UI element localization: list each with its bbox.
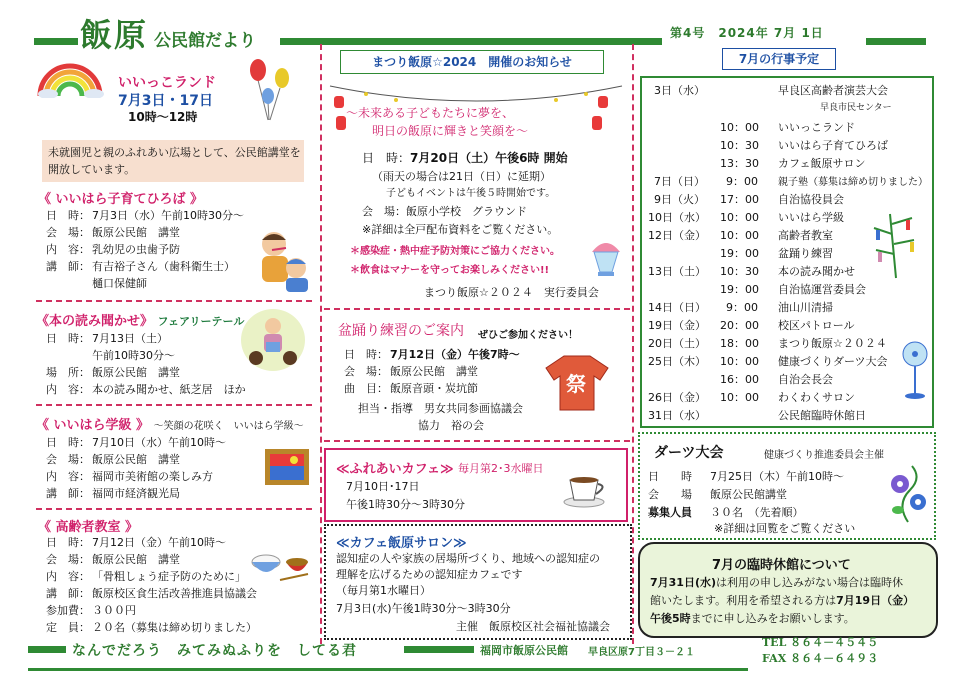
darts-box bbox=[638, 432, 936, 540]
iikko-dates: 7月3日・17日 bbox=[118, 93, 213, 109]
salon-line4: 7月3日(水)午後1時30分～3時30分 bbox=[336, 602, 511, 615]
footer-bar-bottom bbox=[28, 668, 748, 671]
schedule-row: わくわくサロン bbox=[778, 391, 855, 404]
header-bar-left bbox=[34, 38, 78, 45]
schedule-row: いいはら学級 bbox=[778, 211, 844, 224]
title-big: 飯原 bbox=[80, 16, 149, 54]
kosodate-details bbox=[46, 207, 256, 292]
koreisha-row: 講 師： 飯原校区食生活改善推進員協議会 bbox=[46, 587, 257, 600]
matsuri-note1: ＊感染症・熱中症予防対策にご協力ください。 bbox=[350, 246, 560, 257]
header-bar-far-right bbox=[866, 38, 926, 45]
footer-fax: FAX ８６４－６４９３ bbox=[762, 652, 879, 665]
shaved-ice-icon bbox=[588, 232, 624, 278]
koreisha-details bbox=[46, 534, 276, 636]
bon-teacher-line1: 担当・指導 男女共同参画協議会 bbox=[358, 402, 523, 415]
iikko-desc-line2: 開放しています。 bbox=[48, 163, 136, 176]
schedule-row: 3日（水） bbox=[654, 84, 705, 97]
schedule-row: 16：00 bbox=[720, 373, 759, 386]
bon-details bbox=[344, 346, 544, 397]
darts-host: 健康づくり推進委員会主催 bbox=[764, 450, 884, 461]
schedule-title-box bbox=[722, 48, 836, 70]
matsuri-slogan-line1: ～未来ある子どもたちに夢を、 bbox=[346, 106, 515, 120]
matsuri-org: まつり飯原☆２０２４ 実行委員会 bbox=[424, 286, 599, 299]
happi-shirt-icon bbox=[542, 352, 612, 412]
morning-glory-icon bbox=[886, 464, 930, 524]
matsuri-note2: ＊飲食はマナーを守ってお楽しみください!! bbox=[350, 265, 550, 276]
salon-line3: （毎月第1水曜日） bbox=[336, 584, 431, 597]
darts-row: 募集人員 ３０名 （先着順） bbox=[648, 506, 804, 519]
schedule-row: 油山川清掃 bbox=[778, 301, 833, 314]
schedule-row: 17：00 bbox=[720, 193, 759, 206]
bon-row: 曲 目： 飯原音頭・炭坑節 bbox=[344, 382, 478, 395]
column-divider bbox=[632, 44, 634, 644]
salon-line2: 理解を広げるための認知症カフェです bbox=[336, 568, 523, 581]
schedule-row: 9：00 bbox=[726, 301, 758, 314]
gakkyu-details bbox=[46, 434, 256, 502]
darts-row: 日 時 7月25日（木）午前10時～ bbox=[648, 470, 844, 483]
matsuri-venue: 会 場：飯原小学校 グラウンド bbox=[362, 205, 527, 218]
yomikikase-details bbox=[46, 330, 256, 398]
header-bar-right bbox=[280, 38, 662, 45]
footer-bar-mid bbox=[404, 646, 474, 653]
yomikikase-row: 日 時： 7月13日（土） bbox=[46, 332, 168, 345]
footer-tel: TEL ８６４－４５４５ bbox=[762, 636, 879, 649]
schedule-row: 校区パトロール bbox=[778, 319, 855, 332]
schedule-row: 10：30 bbox=[720, 139, 759, 152]
schedule-row: 18：00 bbox=[720, 337, 759, 350]
cafe-sub: 毎月第2･3水曜日 bbox=[458, 462, 544, 475]
darts-title: ダーツ大会 bbox=[654, 445, 724, 461]
divider bbox=[36, 508, 312, 510]
bon-title: 盆踊り練習のご案内 bbox=[338, 323, 464, 339]
divider bbox=[324, 440, 630, 442]
gakkyu-heading: 《 いいはら学級 》 ～笑顔の花咲く いいはら学級～ bbox=[36, 418, 304, 433]
schedule-row: 10：00 bbox=[720, 229, 759, 242]
schedule-row: 13日（土） bbox=[648, 265, 706, 278]
schedule-row: 早良区高齢者演芸大会 bbox=[778, 84, 888, 97]
schedule-row: 25日（木） bbox=[648, 355, 706, 368]
footer-slogan: なんでだろう みてみぬふりを してる君 bbox=[72, 643, 357, 659]
schedule-row: 20：00 bbox=[720, 319, 759, 332]
footer-org: 福岡市飯原公民館 bbox=[480, 644, 568, 657]
schedule-row: 公民館臨時休館日 bbox=[778, 409, 866, 422]
cafe-dates: 7月10日･17日 bbox=[346, 480, 420, 493]
schedule-row: いいっこランド bbox=[778, 121, 855, 134]
matsuri-rain: （雨天の場合は21日（日）に延期） bbox=[372, 170, 551, 183]
matsuri-slogan-line2: 明日の飯原に輝きと笑顔を～ bbox=[372, 124, 529, 138]
koreisha-row: 定 員： ２０名（募集は締め切りました） bbox=[46, 621, 257, 634]
schedule-row: 高齢者教室 bbox=[778, 229, 833, 242]
schedule-row: 親子塾（募集は締め切りました） bbox=[778, 177, 928, 188]
divider bbox=[36, 404, 312, 406]
koreisha-row: 参加費： ３００円 bbox=[46, 604, 136, 617]
kosodate-row: 日 時： 7月3日（水）午前10時30分～ bbox=[46, 209, 244, 222]
schedule-row: 10：00 bbox=[720, 391, 759, 404]
tanabata-bamboo-icon bbox=[870, 210, 920, 280]
electric-fan-icon bbox=[900, 340, 930, 400]
painting-icon bbox=[264, 448, 310, 486]
darts-row: 会 場 飯原公民館講堂 bbox=[648, 488, 787, 501]
gakkyu-row: 日 時： 7月10日（水）午前10時～ bbox=[46, 436, 226, 449]
footer-address: 早良区原7丁目３－２１ bbox=[588, 647, 695, 658]
balloons-icon bbox=[246, 58, 296, 122]
iikko-title: いいっこランド bbox=[118, 75, 216, 91]
bon-row: 会 場： 飯原公民館 講堂 bbox=[344, 365, 478, 378]
footer-bar-left bbox=[28, 646, 66, 653]
salon-box bbox=[324, 524, 632, 640]
yomikikase-row: 内 容： 本の読み聞かせ、紙芝居 ほか bbox=[46, 383, 246, 396]
cafe-title: ≪ふれあいカフェ≫ bbox=[336, 462, 454, 477]
divider bbox=[324, 308, 630, 310]
schedule-row: 20日（土） bbox=[648, 337, 706, 350]
salon-org: 主催 飯原校区社会福祉協議会 bbox=[456, 620, 610, 633]
schedule-row: 10：00 bbox=[720, 355, 759, 368]
iikko-desc-box bbox=[42, 140, 304, 182]
kosodate-row: 樋口保健師 bbox=[92, 277, 147, 290]
bon-tag: ぜひご参加ください！ bbox=[478, 330, 578, 341]
rainbow-icon bbox=[36, 60, 104, 98]
darts-note: ※詳細は回覧をご覧ください bbox=[714, 522, 856, 535]
koreisha-heading: 《 高齢者教室 》 bbox=[38, 520, 139, 535]
matsuri-detail: ※詳細は全戸配布資料をご覧ください。 bbox=[362, 223, 559, 236]
cafe-time: 午後1時30分～3時30分 bbox=[346, 498, 465, 511]
coffee-cup-icon bbox=[562, 468, 612, 508]
schedule-row: 10：30 bbox=[720, 265, 759, 278]
kosodate-row: 講 師： 有吉裕子さん（歯科衛生士） bbox=[46, 260, 235, 273]
column-divider bbox=[320, 44, 322, 644]
iikko-time: 10時～12時 bbox=[128, 110, 198, 124]
schedule-row: 本の読み聞かせ bbox=[778, 265, 855, 278]
koreisha-row: 日 時： 7月12日（金）午前10時～ bbox=[46, 536, 226, 549]
schedule-row: カフェ飯原サロン bbox=[778, 157, 866, 170]
kosodate-row: 会 場： 飯原公民館 講堂 bbox=[46, 226, 180, 239]
koreisha-row: 内 容： 「骨粗しょう症予防のために」 bbox=[46, 570, 246, 583]
salon-title: ≪カフェ飯原サロン≫ bbox=[336, 536, 467, 551]
schedule-row: 19：00 bbox=[720, 283, 759, 296]
schedule-row: 自治協運営委員会 bbox=[778, 283, 866, 296]
closed-line2: 館いたします。利用を希望される方は7月19日（金） bbox=[650, 594, 915, 607]
meal-icon bbox=[250, 540, 310, 586]
schedule-row: 14日（日） bbox=[648, 301, 706, 314]
shirt-char: 祭 bbox=[566, 372, 586, 396]
schedule-row: 10日（水） bbox=[648, 211, 706, 224]
gakkyu-row: 内 容： 福岡市美術館の楽しみ方 bbox=[46, 470, 213, 483]
schedule-row: いいはら子育てひろば bbox=[778, 139, 888, 152]
matsuri-date: 日 時：7月20日（土）午後6時 開始 bbox=[362, 151, 568, 165]
cafe-box bbox=[324, 448, 628, 522]
schedule-row: 12日（金） bbox=[648, 229, 706, 242]
issue-date: 第4号 2024年 7月 1日 bbox=[670, 26, 824, 40]
salon-line1: 認知症の人や家族の居場所づくり、地域への認知症の bbox=[336, 552, 600, 565]
closed-title: 7月の臨時休館について bbox=[712, 558, 851, 573]
gakkyu-sub: ～笑顔の花咲く いいはら学級～ bbox=[153, 421, 304, 432]
iikko-desc-line1: 未就園児と親のふれあい広場として、公民館講堂を bbox=[48, 146, 301, 159]
schedule-row: まつり飯原☆２０２４ bbox=[778, 337, 887, 350]
bon-teacher-line2: 協力 裕の会 bbox=[418, 419, 484, 432]
gakkyu-row: 会 場： 飯原公民館 講堂 bbox=[46, 453, 180, 466]
header bbox=[0, 0, 970, 54]
matsuri-title-box bbox=[340, 50, 604, 74]
schedule-row: 9：00 bbox=[726, 175, 758, 188]
bon-row: 日 時： 7月12日（金）午後7時～ bbox=[344, 348, 520, 361]
schedule-row: 19：00 bbox=[720, 247, 759, 260]
matsuri-title: まつり飯原☆2024 開催のお知らせ bbox=[372, 55, 572, 69]
toothbrush-family-icon bbox=[252, 228, 312, 294]
kosodate-row: 内 容： 乳幼児の虫歯予防 bbox=[46, 243, 180, 256]
koreisha-row: 会 場： 飯原公民館 講堂 bbox=[46, 553, 180, 566]
closed-line3: 午後5時までに申し込みをお願いします。 bbox=[650, 612, 855, 625]
schedule-row: 9日（火） bbox=[654, 193, 705, 206]
schedule-row: 10：00 bbox=[720, 121, 759, 134]
title-small: 公民館だより bbox=[154, 31, 256, 51]
schedule-row: 健康づくりダーツ大会 bbox=[778, 355, 888, 368]
divider bbox=[36, 300, 312, 302]
schedule-row: 盆踊り練習 bbox=[778, 247, 833, 260]
closed-line1: 7月31日(水)は利用の申し込みがない場合は臨時休 bbox=[650, 576, 904, 589]
schedule-row: 7日（日） bbox=[654, 175, 705, 188]
closed-box bbox=[638, 542, 938, 638]
gakkyu-row: 講 師： 福岡市経済観光局 bbox=[46, 487, 180, 500]
yomikikase-sub: フェアリーテール bbox=[157, 315, 245, 328]
schedule-row: 31日（水） bbox=[648, 409, 706, 422]
schedule-row: 早良市民センター bbox=[820, 103, 892, 113]
schedule-row: 自治会長会 bbox=[778, 373, 833, 386]
matsuri-kids: 子どもイベントは午後５時開始です。 bbox=[386, 188, 556, 199]
storytelling-icon bbox=[240, 308, 306, 372]
yomikikase-row: 午前10時30分～ bbox=[92, 349, 175, 362]
kosodate-heading: 《 いいはら子育てひろば 》 bbox=[38, 192, 204, 207]
schedule-row: 10：00 bbox=[720, 211, 759, 224]
schedule-row: 26日（金） bbox=[648, 391, 706, 404]
schedule-row: 自治協役員会 bbox=[778, 193, 844, 206]
yomikikase-heading: 《本の読み聞かせ》 フェアリーテール bbox=[36, 314, 245, 329]
schedule-row: 19日（金） bbox=[648, 319, 706, 332]
schedule-title: 7月の行事予定 bbox=[738, 52, 820, 66]
schedule-row: 13：30 bbox=[720, 157, 759, 170]
yomikikase-row: 場 所： 飯原公民館 講堂 bbox=[46, 366, 180, 379]
